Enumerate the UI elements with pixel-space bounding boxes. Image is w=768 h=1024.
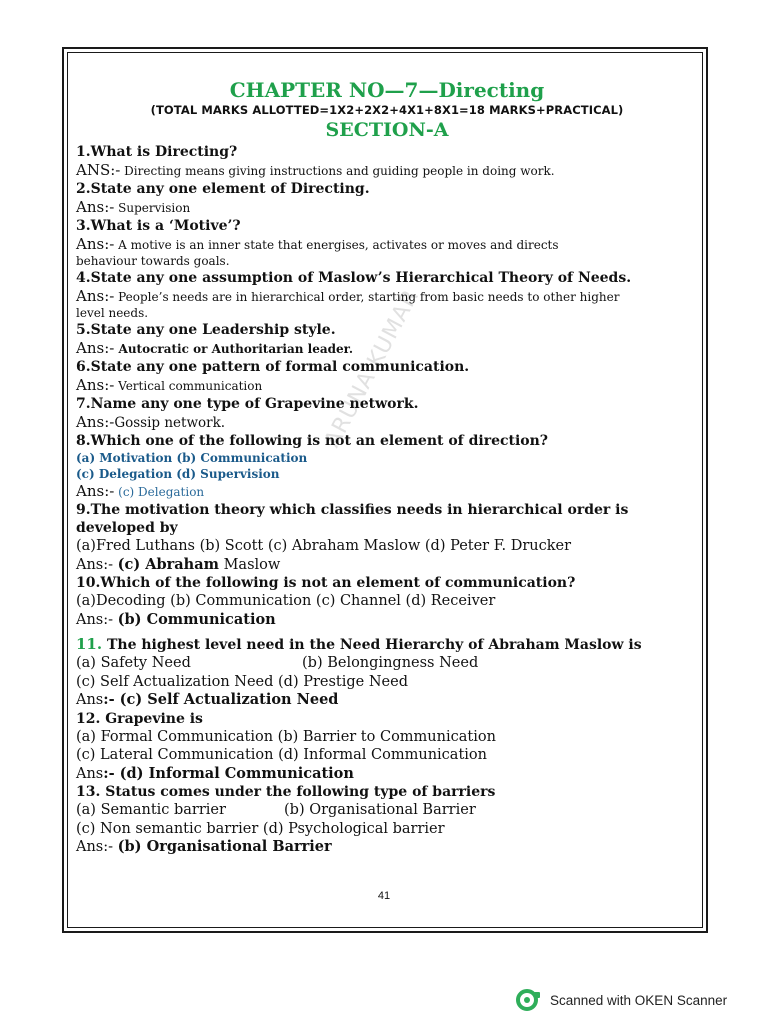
answer-bold: :- (c) Self Actualization Need xyxy=(103,691,339,708)
answer xyxy=(76,198,698,217)
answer-label: Ans:- xyxy=(76,376,115,394)
question-8 xyxy=(76,432,698,501)
section-heading: SECTION-A xyxy=(325,119,449,141)
question-text: 4.State any one assumption of Maslow’s Hierarchical Theory of Needs. xyxy=(76,270,632,286)
answer-text: A motive is an inner state that energises, activates or moves and directs xyxy=(114,238,559,252)
question-text: 13. Status comes under the following type of barriers xyxy=(76,784,496,800)
options-line-1 xyxy=(76,801,698,820)
question-text: 5.State any one Leadership style. xyxy=(76,322,336,338)
option-a: (a) Semantic barrier xyxy=(76,802,226,818)
question-text: 7.Name any one type of Grapevine network. xyxy=(76,396,419,412)
scanner-footer xyxy=(516,988,727,1012)
answer xyxy=(76,235,698,254)
question-text: 8.Which one of the following is not an element of direction? xyxy=(76,433,549,449)
answer xyxy=(76,376,698,395)
answer-label: Ans:- xyxy=(76,413,115,431)
answer xyxy=(76,765,698,784)
option-b: (b) Belongingness Need xyxy=(302,655,479,671)
options-line-1: (a)Fred Luthans (b) Scott (c) Abraham Maslow (d) Peter F. Drucker xyxy=(76,538,572,554)
options-line-1 xyxy=(76,654,698,673)
options-line-2: (c) Non semantic barrier (d) Psychological barrier xyxy=(76,820,445,837)
question-13 xyxy=(76,783,698,857)
question-text: 12. Grapevine is xyxy=(76,710,203,727)
question-number: 11. xyxy=(76,635,103,653)
answer xyxy=(76,339,698,358)
answer-text: Vertical communication xyxy=(114,379,263,393)
question-2 xyxy=(76,180,698,217)
answer-text-cont: level needs. xyxy=(76,306,149,320)
answer xyxy=(76,611,698,630)
answer xyxy=(76,161,698,180)
question-12 xyxy=(76,710,698,784)
question-text: 10.Which of the following is not an element of communication? xyxy=(76,575,576,591)
answer-text: (c) Delegation xyxy=(114,485,205,499)
answer-label: Ans xyxy=(76,765,104,782)
question-text xyxy=(76,635,698,654)
answer-label: Ans:- xyxy=(76,611,118,628)
question-body: The highest level need in the Need Hierarchy of Abraham Maslow is xyxy=(102,637,642,653)
chapter-title: CHAPTER NO—7—Directing xyxy=(229,78,545,102)
question-5 xyxy=(76,321,698,358)
question-3 xyxy=(76,217,698,269)
option-b: (b) Organisational Barrier xyxy=(284,802,476,818)
question-text: 3.What is a ‘Motive’? xyxy=(76,218,241,234)
question-6 xyxy=(76,358,698,395)
answer-text: Gossip network. xyxy=(114,415,226,431)
question-10 xyxy=(76,574,698,629)
answer xyxy=(76,691,698,710)
options-line-1: (a)Decoding (b) Communication (c) Channel (d) Receiver xyxy=(76,593,496,609)
answer-label: Ans:- xyxy=(76,287,115,305)
answer-text: Supervision xyxy=(114,201,191,215)
answer-text: Maslow xyxy=(218,556,281,573)
options-line-2: (c) Self Actualization Need (d) Prestige Need xyxy=(76,673,408,690)
marks-allotted: (TOTAL MARKS ALLOTTED=1X2+2X2+4X1+8X1=18 MARKS+PRACTICAL) xyxy=(150,103,624,117)
answer-label: Ans:- xyxy=(76,556,118,573)
answer-text: Autocratic or Authoritarian leader. xyxy=(114,342,354,356)
answer xyxy=(76,556,698,575)
answer-label: Ans xyxy=(76,692,104,708)
answer-bold: (b) Organisational Barrier xyxy=(117,838,332,855)
question-text: 6.State any one pattern of formal communication. xyxy=(76,359,470,375)
question-4 xyxy=(76,269,698,321)
answer-label: Ans:- xyxy=(76,198,115,216)
question-text: 9.The motivation theory which classifies needs in hierarchical order is xyxy=(76,502,629,518)
question-1 xyxy=(76,143,698,180)
options-line-2: (c) Delegation (d) Supervision xyxy=(76,467,280,481)
question-7 xyxy=(76,395,698,432)
options-line-1: (a) Formal Communication (b) Barrier to Communication xyxy=(76,728,496,745)
answer xyxy=(76,838,698,857)
page-content xyxy=(76,78,698,857)
answer-label: Ans:- xyxy=(76,339,115,357)
question-11 xyxy=(76,635,698,710)
answer-bold: (c) Abraham xyxy=(117,555,219,573)
question-text-cont: developed by xyxy=(76,520,178,536)
page-number: 41 xyxy=(377,890,391,902)
answer-text-cont: behaviour towards goals. xyxy=(76,254,230,268)
option-a: (a) Safety Need xyxy=(76,655,191,671)
question-text: 2.State any one element of Directing. xyxy=(76,181,370,197)
options-line-1: (a) Motivation (b) Communication xyxy=(76,451,308,465)
answer-label: Ans:- xyxy=(76,839,118,855)
answer-label: Ans:- xyxy=(76,482,115,500)
answer-text: Directing means giving instructions and guiding people in doing work. xyxy=(120,164,555,178)
answer xyxy=(76,482,698,501)
watermark: ARUNA KUMAR xyxy=(320,285,425,452)
answer xyxy=(76,287,698,306)
answer-bold: (b) Communication xyxy=(117,610,276,628)
scanner-text: Scanned with OKEN Scanner xyxy=(550,992,728,1008)
answer-text: People’s needs are in hierarchical order, starting from basic needs to other higher xyxy=(114,290,620,304)
answer-bold: :- (d) Informal Communication xyxy=(103,764,354,782)
question-text: 1.What is Directing? xyxy=(76,144,238,160)
scanner-logo-icon xyxy=(516,988,542,1012)
options-line-2: (c) Lateral Communication (d) Informal Communication xyxy=(76,747,487,763)
answer xyxy=(76,413,698,432)
question-9 xyxy=(76,501,698,574)
answer-label: Ans:- xyxy=(76,235,115,253)
answer-label: ANS:- xyxy=(76,161,121,179)
